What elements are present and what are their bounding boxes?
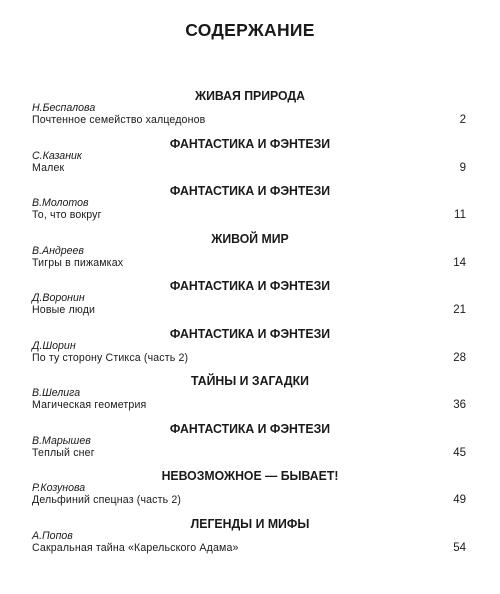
story-title: Малек [32, 161, 65, 174]
toc-entry[interactable] [32, 278, 468, 326]
section-heading: ФАНТАСТИКА И ФЭНТЕЗИ [169, 420, 331, 436]
page-number: 45 [453, 446, 466, 459]
section-heading: ФАНТАСТИКА И ФЭНТЕЗИ [169, 325, 331, 341]
page-number: 14 [453, 256, 466, 269]
section-heading: ФАНТАСТИКА И ФЭНТЕЗИ [169, 135, 331, 151]
section-heading: ФАНТАСТИКА И ФЭНТЕЗИ [169, 183, 331, 198]
story-title: Тигры в пижамках [32, 256, 124, 269]
toc-entry[interactable] [32, 88, 468, 136]
story-title: Дельфиний спецназ (часть 2) [32, 494, 182, 506]
story-title: По ту сторону Стикса (часть 2) [32, 351, 189, 364]
author-name: В.Марышев [32, 434, 91, 447]
section-heading: НЕВОЗМОЖНОЕ — БЫВАЕТ! [161, 468, 339, 483]
page-number: 54 [453, 541, 466, 554]
author-name: Д.Шорин [32, 339, 76, 352]
page-number: 9 [459, 161, 466, 174]
author-name: В.Андреев [32, 244, 84, 257]
toc-entry[interactable] [32, 136, 468, 184]
section-heading: ЛЕГЕНДЫ И МИФЫ [190, 515, 310, 531]
toc-entry[interactable] [32, 516, 468, 564]
page-number: 36 [453, 399, 466, 411]
story-title: То, что вокруг [32, 209, 102, 221]
story-title: Новые люди [32, 304, 96, 316]
page-title: СОДЕРЖАНИЕ [185, 20, 315, 40]
page-number: 2 [459, 114, 466, 126]
toc-entry[interactable] [32, 231, 468, 279]
toc-entry[interactable] [32, 373, 468, 421]
author-name: В.Молотов [32, 197, 89, 209]
table-of-contents [32, 88, 468, 563]
author-name: В.Шелига [32, 387, 81, 399]
author-name: Н.Беспалова [32, 102, 96, 114]
section-heading: ФАНТАСТИКА И ФЭНТЕЗИ [169, 278, 331, 293]
section-heading: ТАЙНЫ И ЗАГАДКИ [191, 373, 309, 388]
page-number: 28 [453, 351, 466, 364]
page-number: 21 [453, 304, 466, 316]
toc-entry[interactable] [32, 183, 468, 231]
author-name: Д.Воронин [32, 292, 85, 304]
toc-entry[interactable] [32, 421, 468, 469]
author-name: С.Казаник [32, 149, 82, 162]
toc-entry[interactable] [32, 468, 468, 516]
author-name: А.Попов [32, 529, 73, 542]
section-heading: ЖИВАЯ ПРИРОДА [194, 88, 306, 103]
author-name: Р.Козунова [32, 482, 86, 494]
toc-entry[interactable] [32, 326, 468, 374]
section-heading: ЖИВОЙ МИР [211, 230, 289, 246]
story-title: Магическая геометрия [32, 399, 147, 411]
story-title: Сакральная тайна «Карельского Адама» [32, 541, 239, 554]
page-number: 11 [454, 209, 466, 221]
story-title: Теплый снег [32, 446, 95, 459]
page-number: 49 [453, 494, 466, 506]
story-title: Почтенное семейство халцедонов [32, 114, 206, 126]
